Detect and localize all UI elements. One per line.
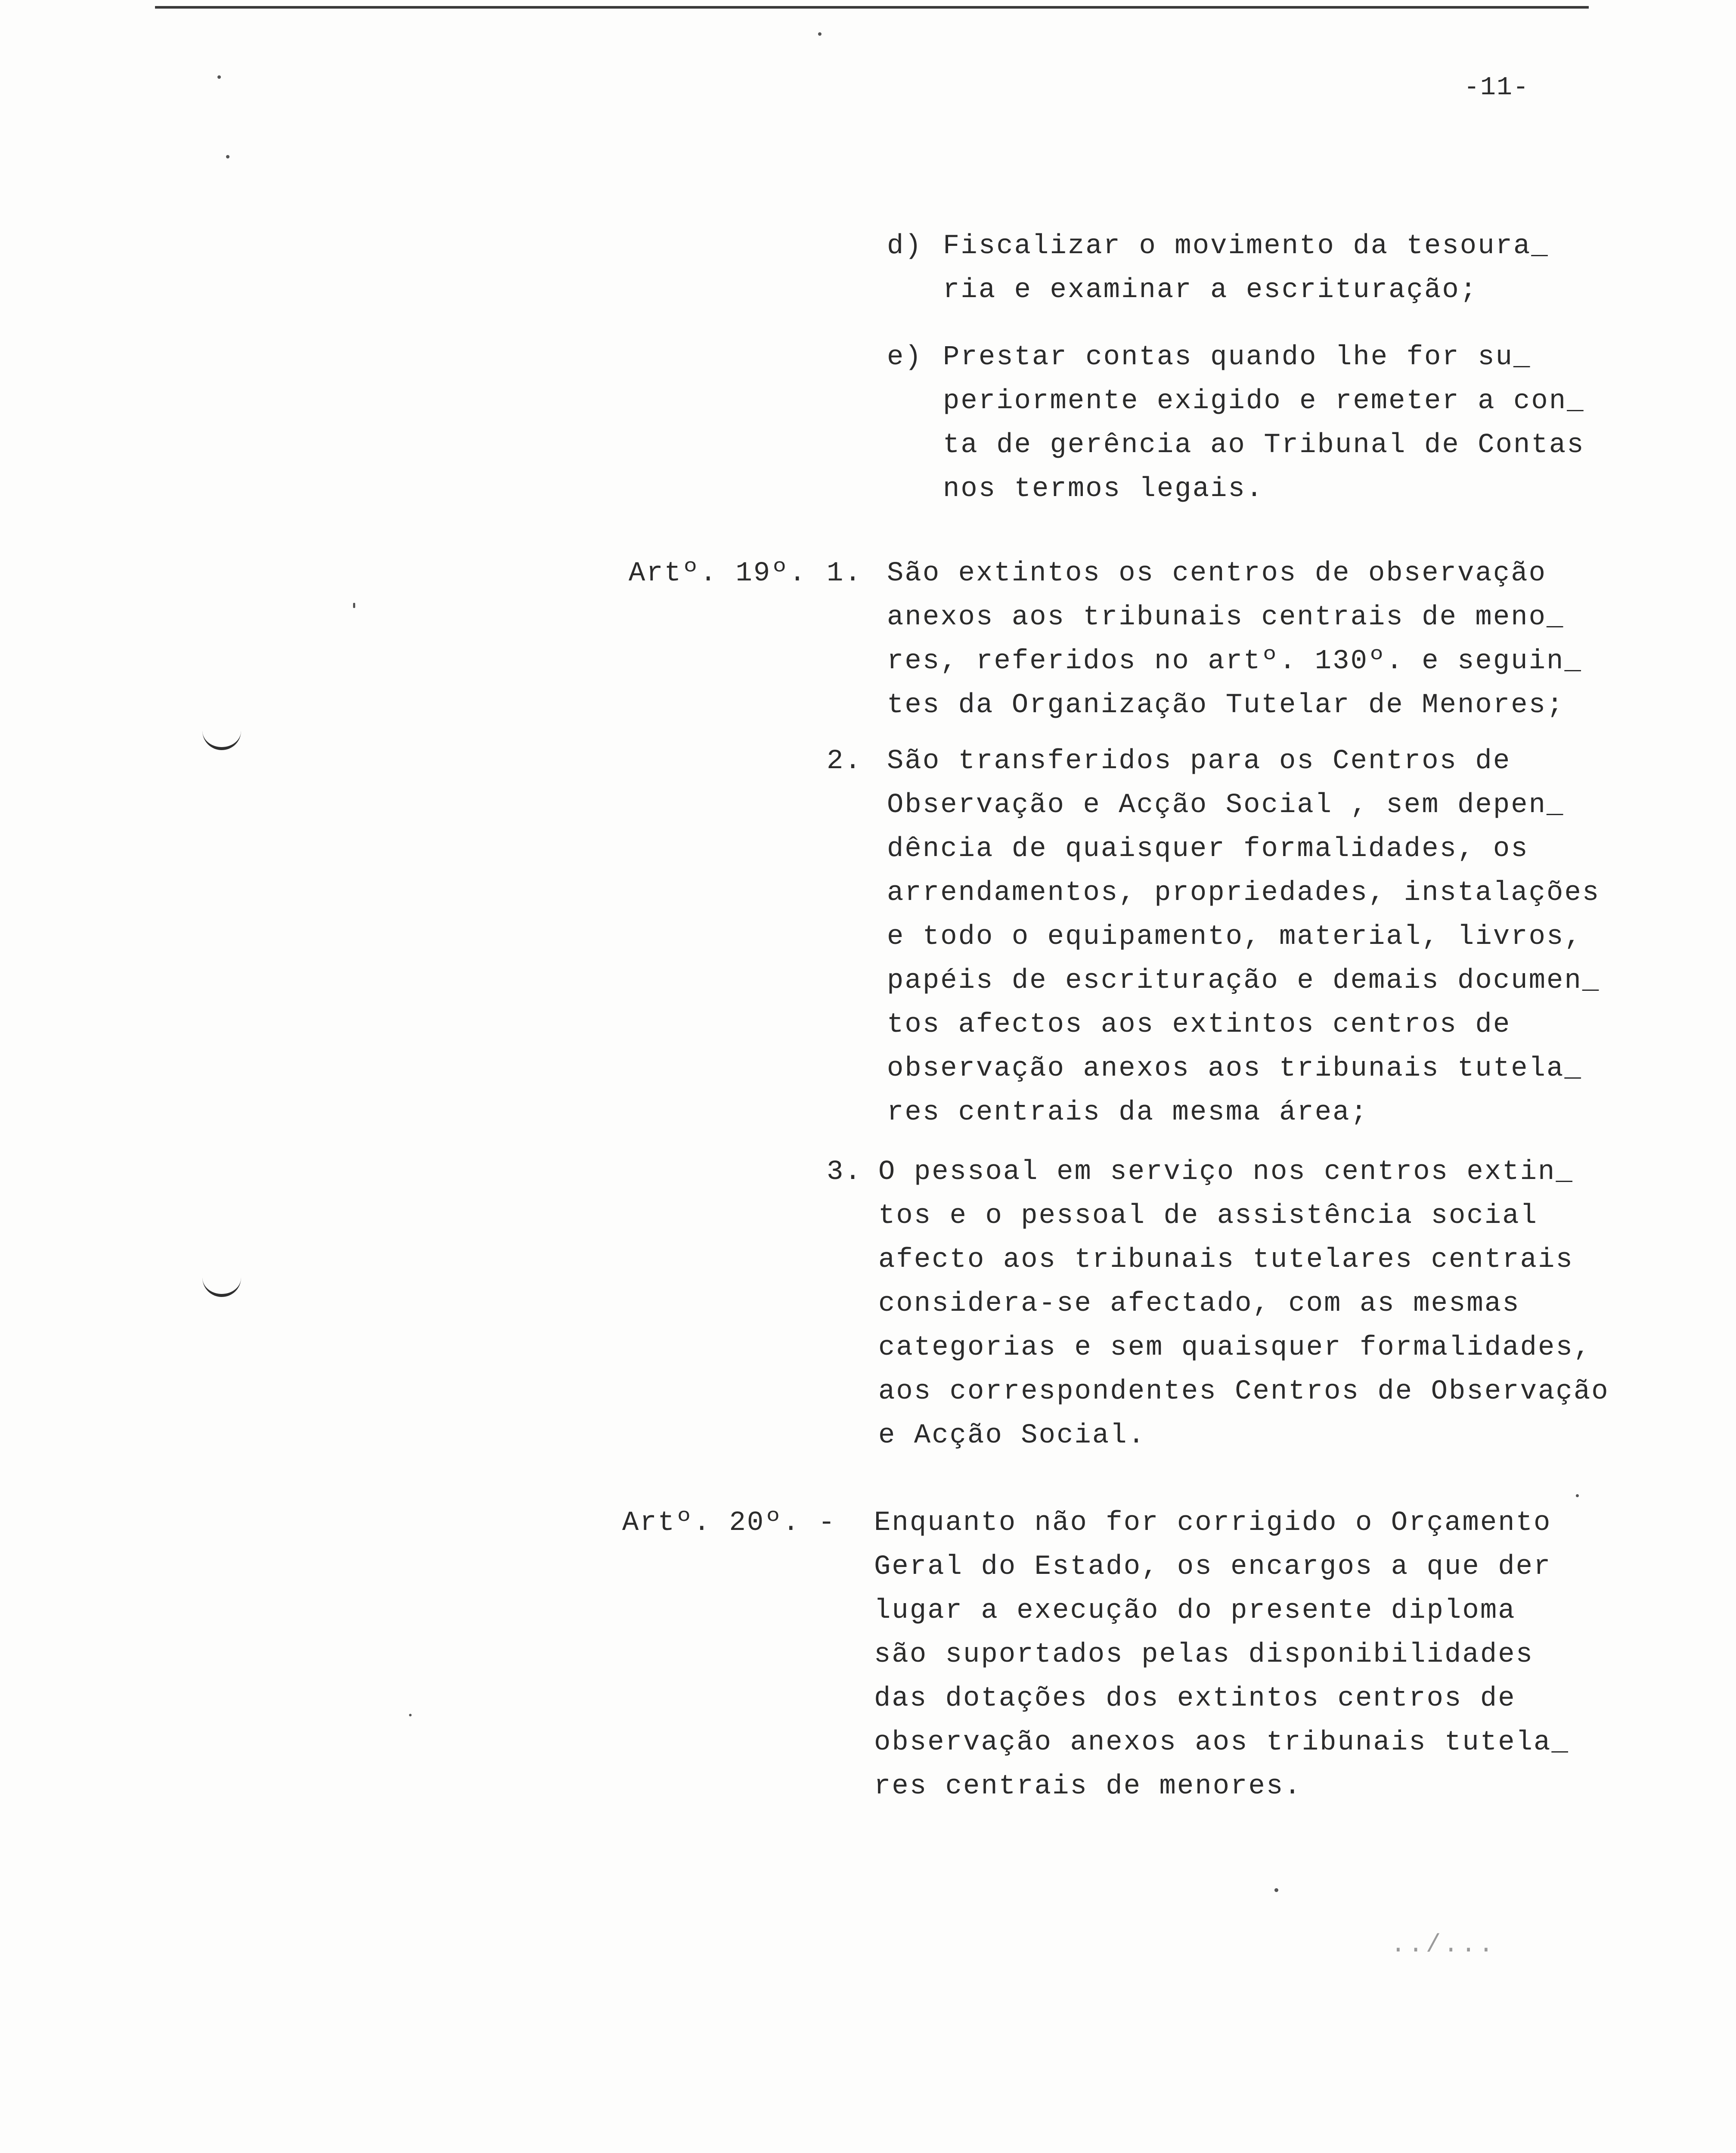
- art19-n3-line-1: O pessoal em serviço nos centros extin_: [878, 1157, 1574, 1188]
- scan-speck: [1576, 1494, 1579, 1497]
- art19-n2-line-2: Observação e Acção Social , sem depen_: [887, 790, 1565, 821]
- art19-n1-line-1: São extintos os centros de observação: [887, 558, 1547, 589]
- item-e-line-2: periormente exigido e remeter a con_: [943, 386, 1585, 417]
- art19-n1-line-3: res, referidos no artº. 130º. e seguin_: [887, 646, 1582, 677]
- item-e-line-3: ta de gerência ao Tribunal de Contas: [943, 430, 1585, 461]
- art20-line-6: observação anexos aos tribunais tutela_: [874, 1727, 1569, 1758]
- art19-n2-line-7: tos afectos aos extintos centros de: [887, 1009, 1511, 1040]
- art20-line-5: das dotações dos extintos centros de: [874, 1683, 1516, 1714]
- art19-n1-label: 1.: [827, 558, 862, 589]
- art20-line-3: lugar a execução do presente diploma: [874, 1595, 1516, 1626]
- scan-speck: [409, 1714, 412, 1716]
- scan-speck: [818, 32, 822, 36]
- scan-speck: [217, 75, 221, 79]
- continuation-mark: ../...: [1391, 1931, 1496, 1959]
- art19-n1-line-2: anexos aos tribunais centrais de meno_: [887, 602, 1565, 633]
- art19-n2-line-3: dência de quaisquer formalidades, os: [887, 834, 1529, 865]
- art19-heading: Artº. 19º.: [629, 558, 807, 589]
- item-e-line-1: Prestar contas quando lhe for su_: [943, 342, 1531, 373]
- art19-n3-line-3: afecto aos tribunais tutelares centrais: [878, 1244, 1574, 1275]
- art20-line-2: Geral do Estado, os encargos a que der: [874, 1551, 1552, 1582]
- art19-n3-line-4: considera-se afectado, com as mesmas: [878, 1288, 1520, 1319]
- item-d-label: d): [887, 231, 923, 262]
- art20-line-1: Enquanto não for corrigido o Orçamento: [874, 1508, 1552, 1539]
- art19-n2-label: 2.: [827, 746, 862, 777]
- art19-n1-line-4: tes da Organização Tutelar de Menores;: [887, 690, 1565, 721]
- item-d-line-1: Fiscalizar o movimento da tesoura_: [943, 231, 1549, 262]
- art19-n2-line-6: papéis de escrituração e demais documen_: [887, 965, 1600, 996]
- art19-n3-line-5: categorias e sem quaisquer formalidades,: [878, 1332, 1592, 1363]
- art19-n2-line-4: arrendamentos, propriedades, instalações: [887, 878, 1600, 909]
- art19-n2-line-5: e todo o equipamento, material, livros,: [887, 921, 1582, 952]
- art20-line-4: são suportados pelas disponibilidades: [874, 1639, 1534, 1670]
- scan-speck: [353, 603, 355, 608]
- art19-n3-line-7: e Acção Social.: [878, 1420, 1146, 1451]
- item-d-line-2: ria e examinar a escrituração;: [943, 275, 1478, 306]
- art19-n3-label: 3.: [827, 1157, 862, 1188]
- art20-heading: Artº. 20º. -: [622, 1508, 836, 1539]
- page-number: -11-: [1464, 73, 1530, 102]
- art19-n3-line-2: tos e o pessoal de assistência social: [878, 1201, 1538, 1232]
- art19-n3-line-6: aos correspondentes Centros de Observação: [878, 1376, 1609, 1407]
- art19-n2-line-9: res centrais da mesma área;: [887, 1097, 1368, 1128]
- punch-hole-mark-upper: [202, 728, 241, 750]
- item-e-line-4: nos termos legais.: [943, 474, 1264, 505]
- item-e-label: e): [887, 342, 923, 373]
- scan-speck: [1274, 1888, 1278, 1892]
- art19-n2-line-8: observação anexos aos tribunais tutela_: [887, 1053, 1582, 1084]
- art19-n2-line-1: São transferidos para os Centros de: [887, 746, 1511, 777]
- scan-speck: [226, 155, 229, 158]
- punch-hole-mark-lower: [202, 1275, 241, 1297]
- art20-line-7: res centrais de menores.: [874, 1771, 1302, 1802]
- top-rule: [155, 6, 1589, 9]
